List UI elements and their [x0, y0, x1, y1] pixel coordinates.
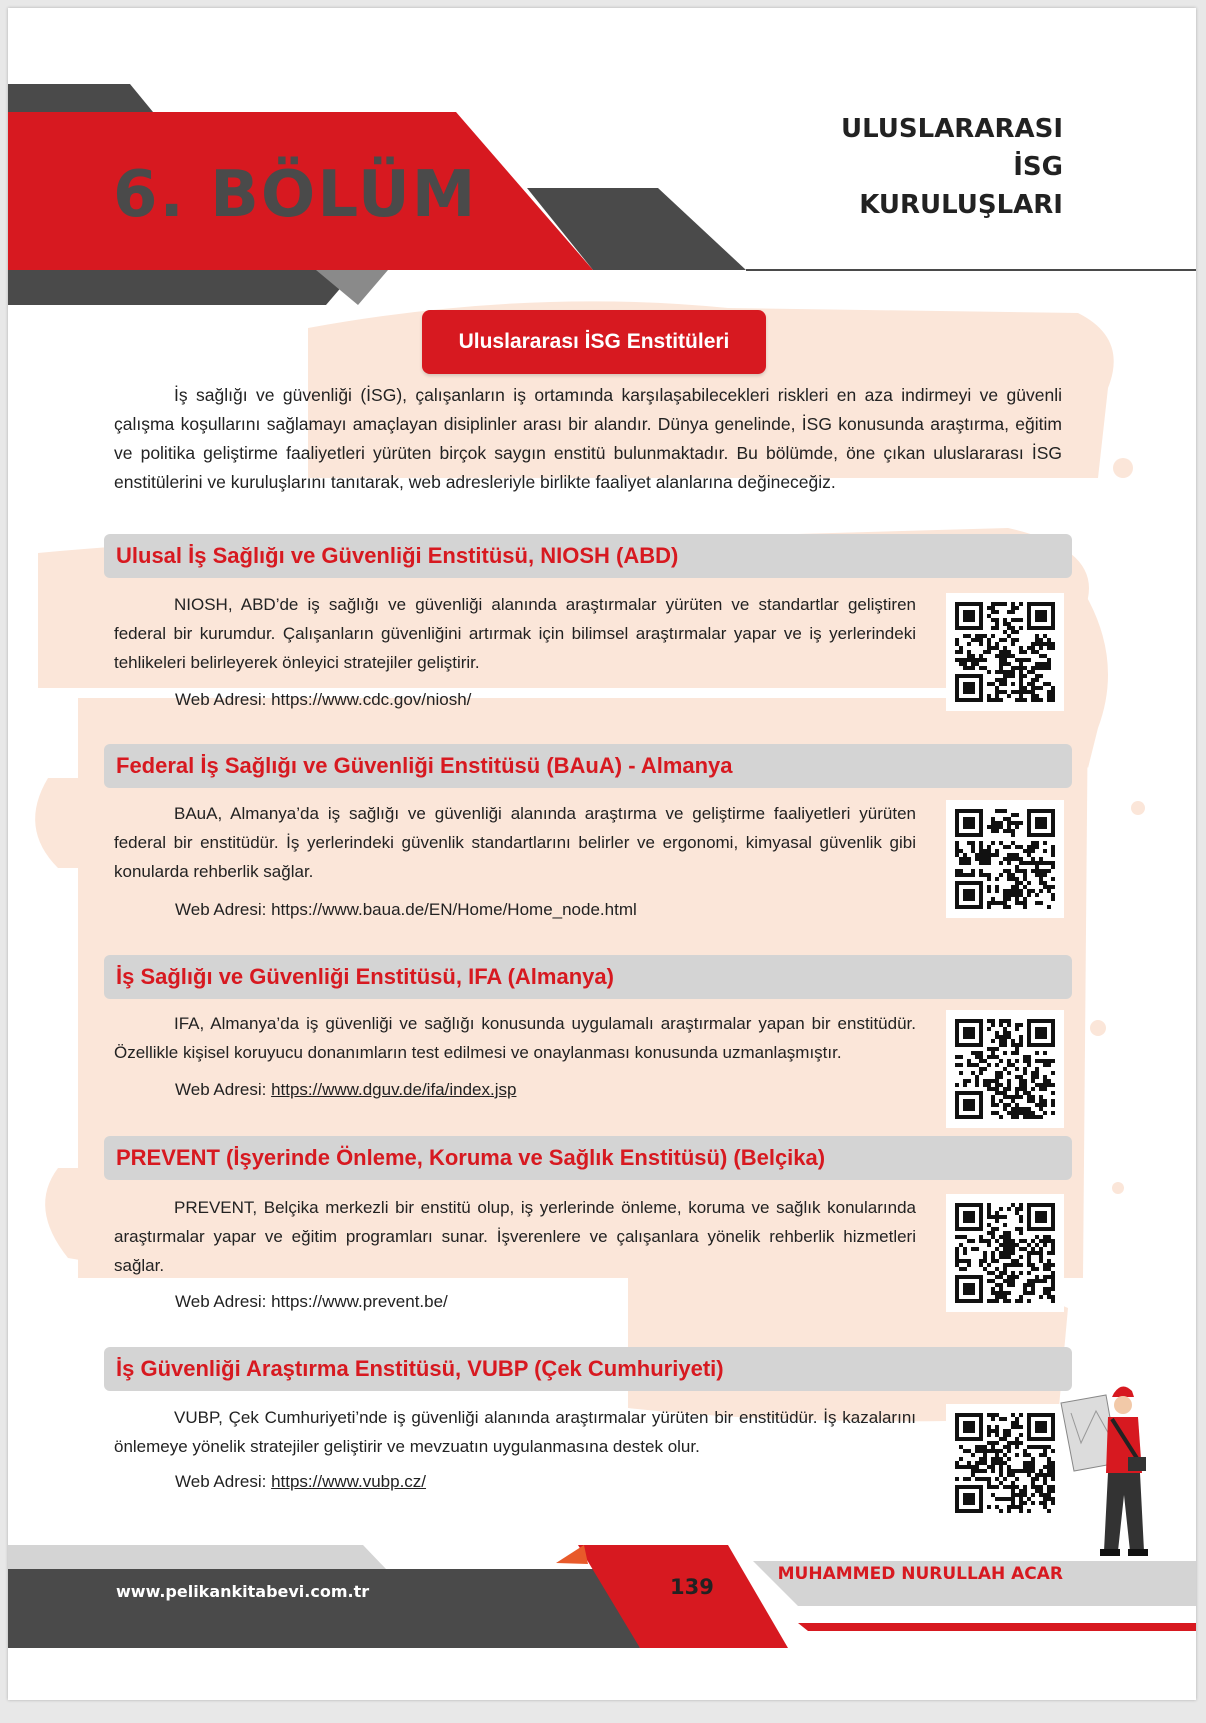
chapter-title-line: KURULUŞLARI: [859, 190, 1063, 220]
author-name: MUHAMMED NURULLAH ACAR: [777, 1564, 1063, 1584]
publisher-website[interactable]: www.pelikankitabevi.com.tr: [116, 1582, 370, 1601]
qr-code-prevent[interactable]: [946, 1194, 1064, 1312]
web-address-label: Web Adresi:: [175, 1472, 267, 1491]
section-title: Federal İş Sağlığı ve Güvenliği Enstitüsü (BAuA) - Almanya: [116, 753, 733, 778]
section-header-vubp: [104, 1347, 1072, 1391]
section-header-niosh: [104, 534, 1072, 578]
chapter-title-line: ULUSLARARASI: [841, 114, 1063, 144]
section-header-prevent: [104, 1136, 1072, 1180]
web-address: [175, 1078, 516, 1102]
chapter-label: 6. BÖLÜM: [113, 158, 478, 232]
section-description: VUBP, Çek Cumhuriyeti’nde iş güvenliği alanında araştırmalar yürüten bir enstitüdür. İş kazalarını önlemeye yönelik stratejiler geliştirir ve mevzuatın uygulanmasına destek olur.: [114, 1408, 916, 1456]
section-header-ifa: [104, 955, 1072, 999]
section-description: BAuA, Almanya’da iş sağlığı ve güvenliği alanında araştırma ve geliştirme faaliyetleri yürüten federal bir enstitüdür. İş yerlerindeki güvenlik standartlarını belirler ve ergonomi, kimyasal güvenlik gibi konularda rehberlik sağlar.: [114, 804, 916, 881]
page-number: 139: [670, 1575, 714, 1599]
chapter-title: [841, 110, 1063, 224]
web-address-link[interactable]: https://www.prevent.be/: [271, 1292, 448, 1311]
section-title: İş Güvenliği Araştırma Enstitüsü, VUBP (Çek Cumhuriyeti): [116, 1356, 724, 1381]
web-address-link[interactable]: https://www.dguv.de/ifa/index.jsp: [271, 1080, 517, 1099]
web-address: [175, 1470, 426, 1494]
book-page: [8, 8, 1196, 1700]
web-address-link[interactable]: https://www.cdc.gov/niosh/: [271, 690, 472, 709]
web-address-link[interactable]: https://www.baua.de/EN/Home/Home_node.html: [271, 900, 637, 919]
section-badge: Uluslararası İSG Enstitüleri: [422, 310, 766, 374]
section-description: IFA, Almanya’da iş güvenliği ve sağlığı konusunda uygulamalı araştırmalar yapan bir enstitüdür. Özellikle kişisel koruyucu donanımların test edilmesi ve onaylanması konusunda uzmanlaşmıştır.: [114, 1014, 916, 1062]
web-address: [175, 688, 471, 712]
qr-code-niosh[interactable]: [946, 593, 1064, 711]
worker-illustration: [1056, 1383, 1166, 1563]
web-address-label: Web Adresi:: [175, 1080, 267, 1099]
qr-code-vubp[interactable]: [946, 1404, 1064, 1522]
web-address-label: Web Adresi:: [175, 900, 267, 919]
section-header-baua: [104, 744, 1072, 788]
qr-code-baua[interactable]: [946, 800, 1064, 918]
section-description: PREVENT, Belçika merkezli bir enstitü olup, iş yerlerinde önleme, koruma ve sağlık konularında araştırmalar yapar ve eğitim programları sunar. İşverenlere ve çalışanlara yönelik rehberlik hizmetleri sağlar.: [114, 1198, 916, 1275]
section-title: PREVENT (İşyerinde Önleme, Koruma ve Sağlık Enstitüsü) (Belçika): [116, 1145, 826, 1170]
web-address: [175, 1290, 448, 1314]
web-address: [175, 898, 637, 922]
qr-code-ifa[interactable]: [946, 1010, 1064, 1128]
intro-paragraph: İş sağlığı ve güvenliği (İSG), çalışanların iş ortamında karşılaşabilecekleri riskleri en aza indirmeyi ve güvenli çalışma koşullarını sağlamayı amaçlayan disiplinler arası bir alandır. Dünya genelinde, İSG konusunda araştırma, eğitim ve politika geliştirme faaliyetleri yürüten birçok saygın enstitü bulunmaktadır. Bu bölümde, öne çıkan uluslararası İSG enstitülerini ve kuruluşlarını tanıtarak, web adresleriyle birlikte faaliyet alanlarına değineceğiz.: [114, 385, 1062, 492]
chapter-title-line: İSG: [1013, 152, 1063, 182]
web-address-label: Web Adresi:: [175, 690, 267, 709]
section-description: NIOSH, ABD’de iş sağlığı ve güvenliği alanında araştırmalar yürüten ve standartlar geliştiren federal bir kurumdur. Çalışanların güvenliğini artırmak için bilimsel araştırmalar yapar ve iş yerlerindeki tehlikeleri belirleyerek önleyici stratejiler geliştirir.: [114, 595, 916, 672]
web-address-label: Web Adresi:: [175, 1292, 267, 1311]
web-address-link[interactable]: https://www.vubp.cz/: [271, 1472, 427, 1491]
section-title: Ulusal İş Sağlığı ve Güvenliği Enstitüsü, NIOSH (ABD): [116, 543, 679, 568]
section-title: İş Sağlığı ve Güvenliği Enstitüsü, IFA (Almanya): [116, 964, 614, 989]
